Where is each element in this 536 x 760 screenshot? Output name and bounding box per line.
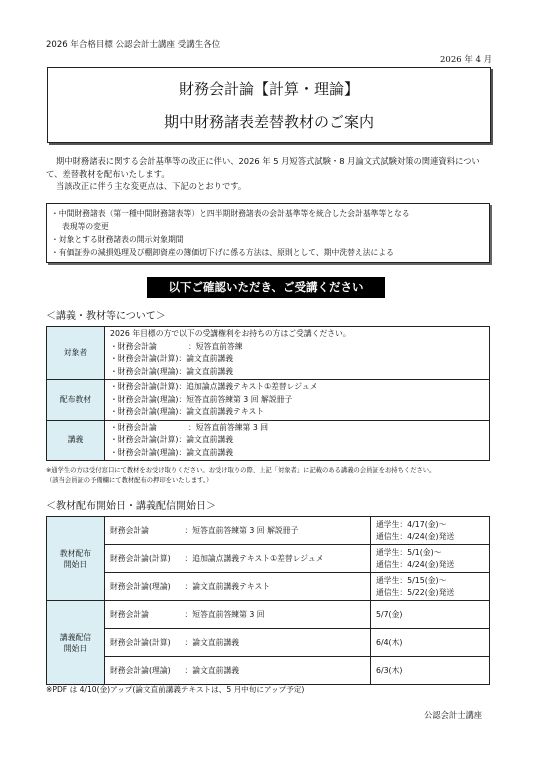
date-cell: 6/4(木) — [371, 629, 490, 657]
group-label-line: 開始日 — [63, 559, 88, 569]
table-row — [47, 380, 490, 421]
change-item: ・中間財務諸表（第一種中間財務諸表等）と四半期財務諸表の会計基準等を統合した会計基準等となる — [51, 209, 410, 218]
note-line: （該当会員証の予備欄にて教材配布の押印をいたします。） — [46, 477, 213, 484]
confirm-banner: 以下ご確認いただき、ご受講ください — [147, 277, 385, 298]
group-label-streaming — [47, 601, 105, 685]
table-row — [47, 629, 490, 657]
content-line: ・財務会計論 ：短答直前答練 — [110, 341, 243, 351]
date-cell — [371, 517, 490, 545]
note-line: ※通学生の方は受付窓口にて教材をお受け取りください。お受け取りの際、上記「対象者」に記載のある講義の会員証をお持ちください。 — [46, 467, 436, 474]
intro-text — [46, 155, 496, 193]
row-label-lectures: 講義 — [47, 420, 105, 461]
table-row — [47, 517, 490, 545]
header-audience: 2026 年合格目標 公認会計士講座 受講生各位 — [46, 40, 221, 50]
item-cell: ：追加論点講義テキスト①差替レジュメ — [185, 545, 371, 573]
change-item: ・対象とする財務諸表の開示対象期間 — [51, 235, 184, 244]
item-cell: ：短答直前答練第 3 回 解説冊子 — [185, 517, 371, 545]
item-cell: ：短答直前答練第 3 回 — [185, 601, 371, 629]
change-item: ・有価証券の減損処理及び棚卸資産の簿価切下げに係る方法は、原則として、期中洗替え法による — [51, 248, 394, 257]
schedule-table — [46, 516, 490, 685]
date-line: 通信生：4/24(金)発送 — [376, 559, 455, 569]
row-label-materials: 配布教材 — [47, 380, 105, 421]
title-main: 期中財務諸表差替教材のご案内 — [163, 113, 374, 131]
row-content — [105, 420, 490, 461]
row-label-target: 対象者 — [47, 327, 105, 380]
subject-cell: 財務会計論(理論) — [105, 657, 185, 685]
materials-table — [46, 326, 490, 461]
table-row — [47, 657, 490, 685]
changes-box — [46, 203, 490, 263]
table-row — [47, 420, 490, 461]
pickup-note — [46, 466, 506, 486]
date-line: 通学生：5/1(金)～ — [376, 548, 442, 557]
group-label-line: 教材配布 — [59, 548, 92, 558]
date-cell: 5/7(金) — [371, 601, 490, 629]
content-line: ・財務会計論(計算)：論文直前講義 — [110, 354, 234, 363]
title-box — [47, 67, 491, 143]
row-content — [105, 380, 490, 421]
pdf-note: ※PDF は 4/10(金)アップ(論文直前講義テキストは、5 月中旬にアップ予定) — [46, 685, 305, 694]
title-subject: 財務会計論【計算・理論】 — [178, 80, 359, 98]
content-line: ・財務会計論(理論)：論文直前講義 — [110, 366, 234, 376]
date-cell — [371, 545, 490, 573]
subject-cell: 財務会計論(理論) — [105, 573, 185, 601]
subject-cell: 財務会計論 — [105, 517, 185, 545]
date-cell: 6/3(木) — [371, 657, 490, 685]
content-line: 2026 年目標の方で以下の受講権利をお持ちの方はご受講ください。 — [110, 329, 351, 338]
item-cell: ：論文直前講義 — [185, 629, 371, 657]
content-line: ・財務会計論 ：短答直前答練第 3 回 — [110, 422, 269, 432]
intro-paragraph: 期中財務諸表に関する会計基準等の改正に伴い、2026 年 5 月短答式試験・8 月論文式試験対策の関連資料について、差替教材を配布いたします。 — [46, 156, 480, 179]
content-line: ・財務会計論(理論)：短答直前答練第 3 回 解説冊子 — [110, 394, 293, 404]
item-cell: ：論文直前講義 — [185, 657, 371, 685]
header-date: 2026 年 4 月 — [440, 55, 493, 65]
date-cell — [371, 573, 490, 601]
group-label-line: 講義配信 — [59, 632, 92, 642]
table-row — [47, 327, 490, 380]
intro-paragraph: 当該改正に伴う主な変更点は、下記のとおりです。 — [56, 181, 247, 191]
subject-cell: 財務会計論(計算) — [105, 629, 185, 657]
section-heading-schedule: ＜教材配布開始日・講義配信開始日＞ — [46, 501, 216, 512]
subject-cell: 財務会計論 — [105, 601, 185, 629]
date-line: 通学生：5/15(金)～ — [376, 576, 447, 585]
item-cell: ：論文直前講義テキスト — [185, 573, 371, 601]
content-line: ・財務会計論(計算)：追加論点講義テキスト①差替レジュメ — [110, 382, 318, 391]
content-line: ・財務会計論(理論)：論文直前講義 — [110, 447, 234, 457]
group-label-line: 開始日 — [63, 643, 88, 653]
section-heading-materials: ＜講義・教材等について＞ — [46, 311, 166, 322]
date-line: 通学生：4/17(金)～ — [376, 520, 447, 529]
content-line: ・財務会計論(理論)：論文直前講義テキスト — [110, 407, 265, 416]
date-line: 通信生：5/22(金)発送 — [376, 587, 455, 597]
table-row — [47, 573, 490, 601]
footer-org: 公認会計士講座 — [424, 710, 483, 720]
row-content — [105, 327, 490, 380]
table-row — [47, 601, 490, 629]
subject-cell: 財務会計論(計算) — [105, 545, 185, 573]
table-row — [47, 545, 490, 573]
group-label-distribution — [47, 517, 105, 601]
date-line: 通信生：4/24(金)発送 — [376, 531, 455, 541]
change-item-continued: 表現等の変更 — [62, 222, 109, 231]
content-line: ・財務会計論(計算)：論文直前講義 — [110, 435, 234, 444]
